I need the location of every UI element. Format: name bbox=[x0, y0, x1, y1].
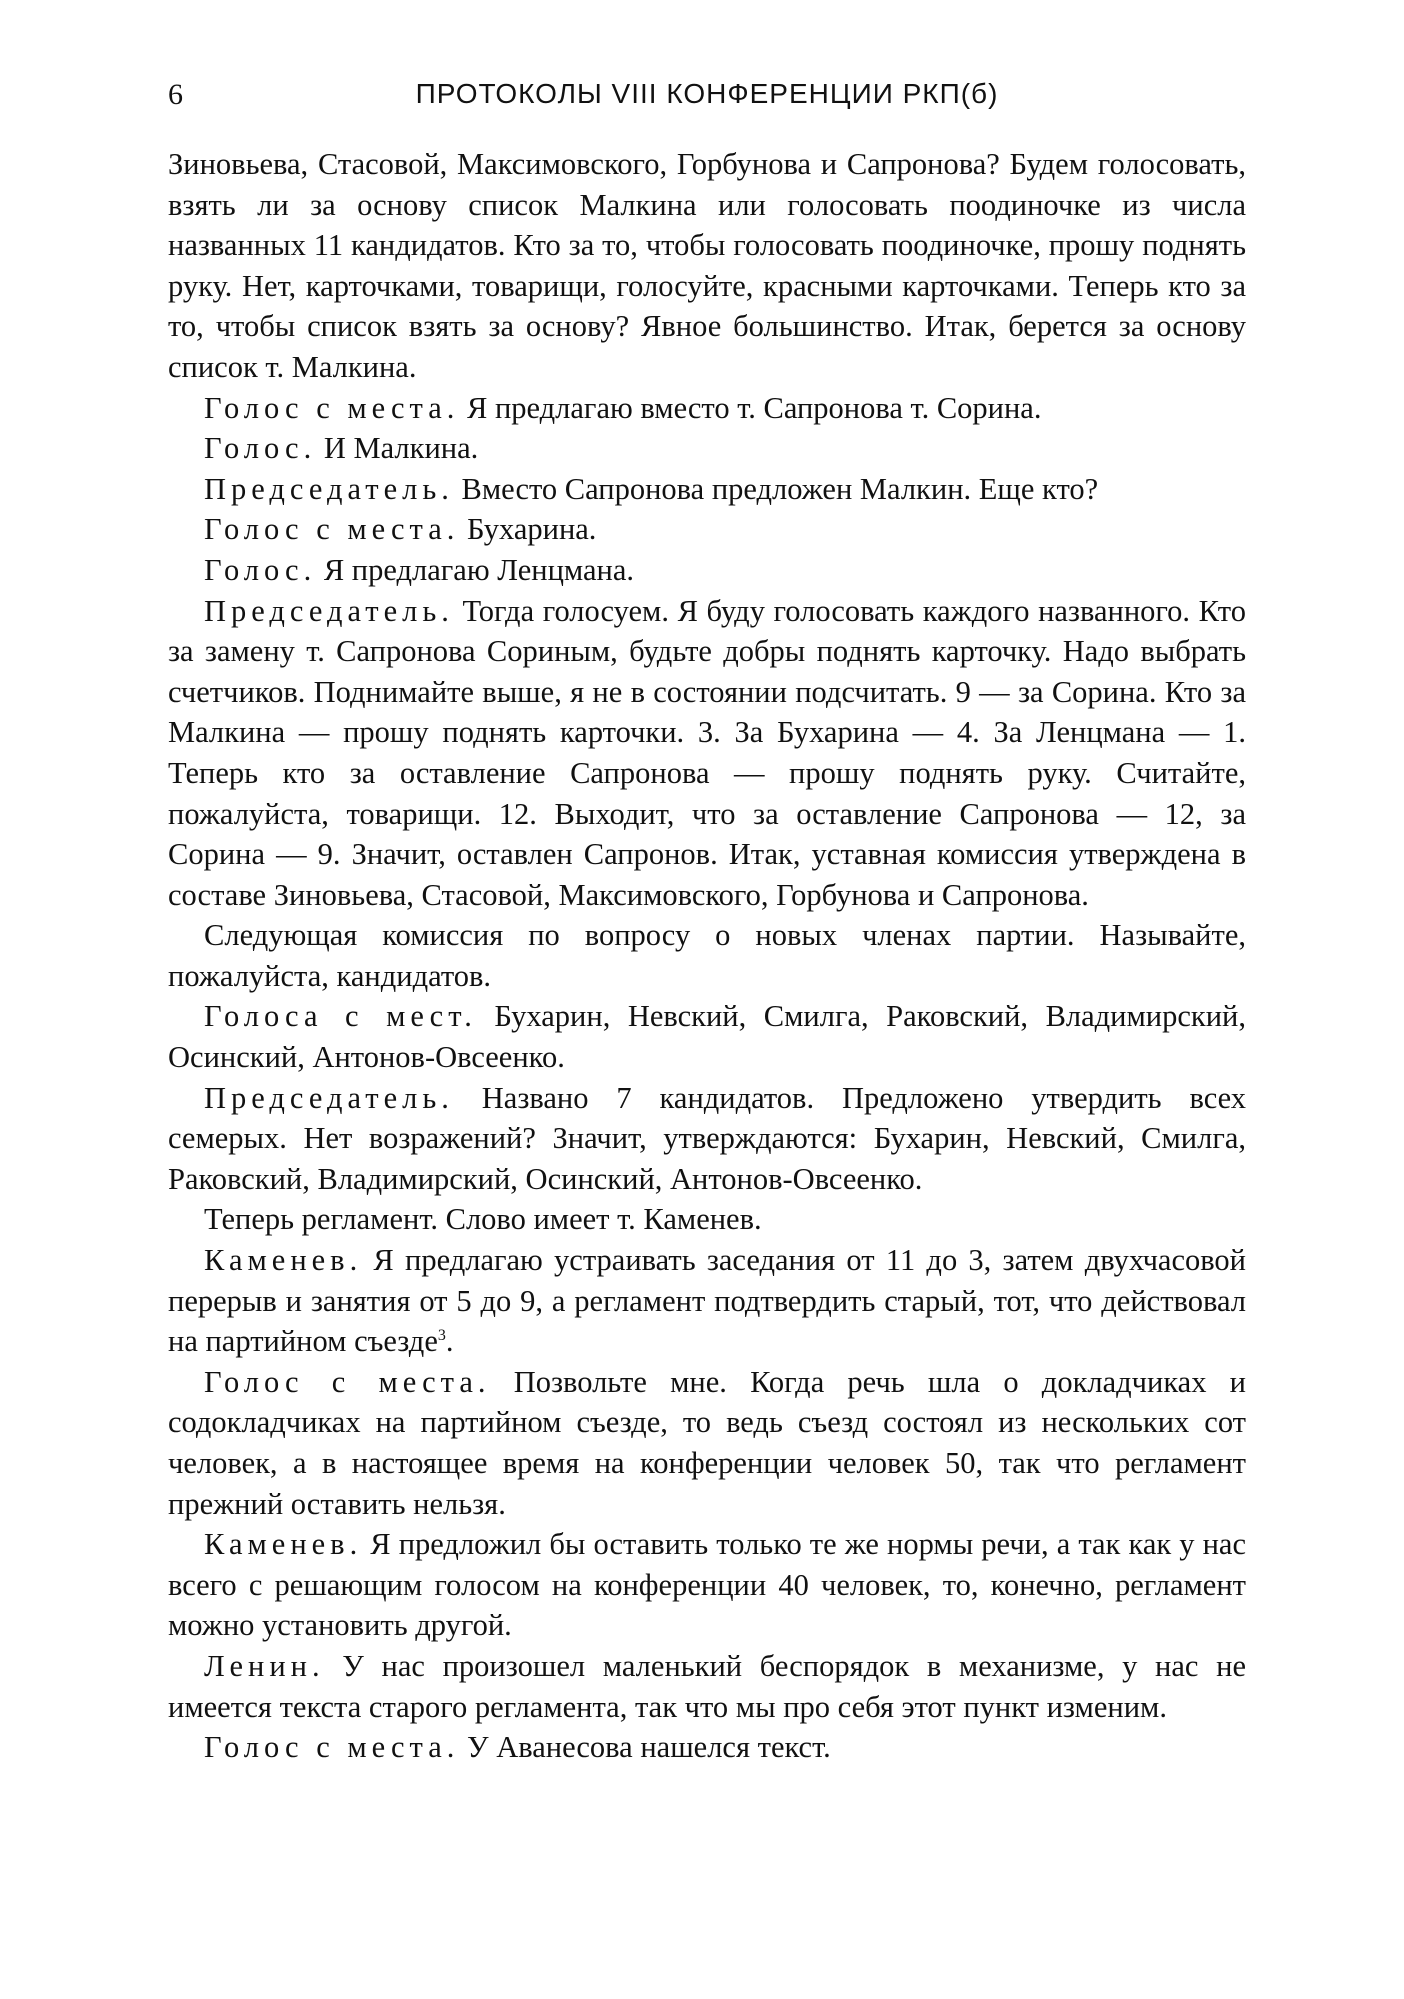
paragraph bbox=[168, 1524, 1246, 1646]
speaker-name: Голос. bbox=[204, 431, 317, 466]
paragraph bbox=[168, 1727, 1246, 1768]
running-title: ПРОТОКОЛЫ VIII КОНФЕРЕНЦИИ РКП(б) bbox=[415, 78, 999, 109]
speaker-name: Голос с места. bbox=[204, 1364, 491, 1399]
document-page bbox=[168, 78, 1246, 1768]
paragraph-text: У нас произошел маленький беспорядок в механизме, у нас не имеется текста старого регламента, так что мы про себя этот пункт изменим. bbox=[168, 1648, 1246, 1724]
paragraph bbox=[168, 996, 1246, 1077]
protocol-text bbox=[168, 144, 1246, 1768]
paragraph bbox=[168, 144, 1246, 388]
paragraph-text: Вместо Сапронова предложен Малкин. Еще кто? bbox=[453, 471, 1099, 506]
speaker-name: Ленин. bbox=[204, 1648, 325, 1683]
paragraph-text: У Аванесова нашелся текст. bbox=[459, 1730, 831, 1765]
paragraph-text: Я предлагаю Ленцмана. bbox=[316, 552, 635, 587]
paragraph-text: Бухарин, Невский, Смилга, Раковский, Владимирский, Осинский, Антонов-Овсеенко. bbox=[168, 999, 1247, 1075]
paragraph-text: Теперь регламент. Слово имеет т. Каменев. bbox=[204, 1202, 762, 1237]
paragraph-text: Тогда голосуем. Я буду голосовать каждого названного. Кто за замену т. Сапронова Сориным, будьте добры поднять карточку. Надо выбрать счетчиков. Поднимайте выше, я не в состоянии подсчитать. 9 — за Сорина. Кто за Малкина — прошу поднять карточки. 3. За Бухарина — 4. За Ленцмана — 1. Теперь кто за оставление Сапронова — прошу поднять руку. Считайте, пожалуйста, товарищи. 12. Выходит, что за оставление Сапронова — 12, за Сорина — 9. Значит, оставлен Сапронов. Итак, уставная комиссия утверждена в составе Зиновьева, Стасовой, Максимовского, Горбунова и Сапронова. bbox=[168, 593, 1246, 912]
paragraph bbox=[168, 428, 1246, 469]
speaker-name: Голоса с мест. bbox=[204, 999, 477, 1034]
paragraph-text: Я предлагаю вместо т. Сапронова т. Сорина. bbox=[459, 390, 1042, 425]
paragraph bbox=[168, 550, 1246, 591]
paragraph-text: Зиновьева, Стасовой, Максимовского, Горбунова и Сапронова? Будем голосовать, взять ли за основу список Малкина или голосовать поодиночке из числа названных 11 кандидатов. Кто за то, чтобы голосовать поодиночке, прошу поднять руку. Нет, карточками, товарищи, голосуйте, красными карточками. Теперь кто за то, чтобы список взять за основу? Явное большинство. Итак, берется за основу список т. Малкина. bbox=[168, 147, 1246, 384]
paragraph bbox=[168, 509, 1246, 550]
speaker-name: Каменев. bbox=[204, 1243, 363, 1278]
paragraph-text: Бухарина. bbox=[459, 512, 597, 547]
speaker-name: Каменев. bbox=[204, 1527, 363, 1562]
paragraph-text: Я предложил бы оставить только те же нормы речи, а так как у нас всего с решающим голосом на конференции 40 человек, то, конечно, регламент можно установить другой. bbox=[168, 1527, 1246, 1643]
speaker-name: Председатель. bbox=[204, 593, 454, 628]
speaker-name: Председатель. bbox=[204, 1080, 454, 1115]
paragraph-text: Я предлагаю устраивать заседания от 11 до 3, затем двухчасовой перерыв и занятия от 5 до 9, а регламент подтвердить старый, тот, что действовал на партийном съезде bbox=[168, 1243, 1246, 1359]
paragraph-text: Следующая комиссия по вопросу о новых членах партии. Называйте, пожалуйста, кандидатов. bbox=[168, 918, 1246, 993]
speaker-name: Голос с места. bbox=[204, 390, 460, 425]
paragraph bbox=[168, 915, 1246, 996]
paragraph bbox=[168, 1199, 1246, 1240]
paragraph bbox=[168, 1240, 1246, 1362]
paragraph bbox=[168, 469, 1246, 510]
footnote-reference: 3 bbox=[437, 1327, 446, 1345]
paragraph-text: И Малкина. bbox=[316, 431, 479, 466]
page-number: 6 bbox=[168, 78, 183, 111]
paragraph bbox=[168, 1078, 1246, 1200]
speaker-name: Голос с места. bbox=[204, 1730, 460, 1765]
paragraph-text: Названо 7 кандидатов. Предложено утвердить всех семерых. Нет возражений? Значит, утверждаются: Бухарин, Невский, Смилга, Раковский, Владимирский, Осинский, Антонов-Овсеенко. bbox=[168, 1080, 1246, 1196]
speaker-name: Председатель. bbox=[204, 471, 454, 506]
paragraph bbox=[168, 591, 1246, 916]
paragraph bbox=[168, 1646, 1246, 1727]
paragraph bbox=[168, 1362, 1246, 1524]
paragraph-text-end: . bbox=[445, 1324, 454, 1359]
speaker-name: Голос. bbox=[204, 552, 317, 587]
speaker-name: Голос с места. bbox=[204, 512, 460, 547]
paragraph bbox=[168, 388, 1246, 429]
page-header bbox=[168, 78, 1246, 128]
paragraph-text: Позвольте мне. Когда речь шла о докладчиках и содокладчиках на партийном съезде, то ведь съезд состоял из нескольких сот человек, а в настоящее время на конференции человек 50, так что регламент прежний оставить нельзя. bbox=[168, 1364, 1246, 1521]
